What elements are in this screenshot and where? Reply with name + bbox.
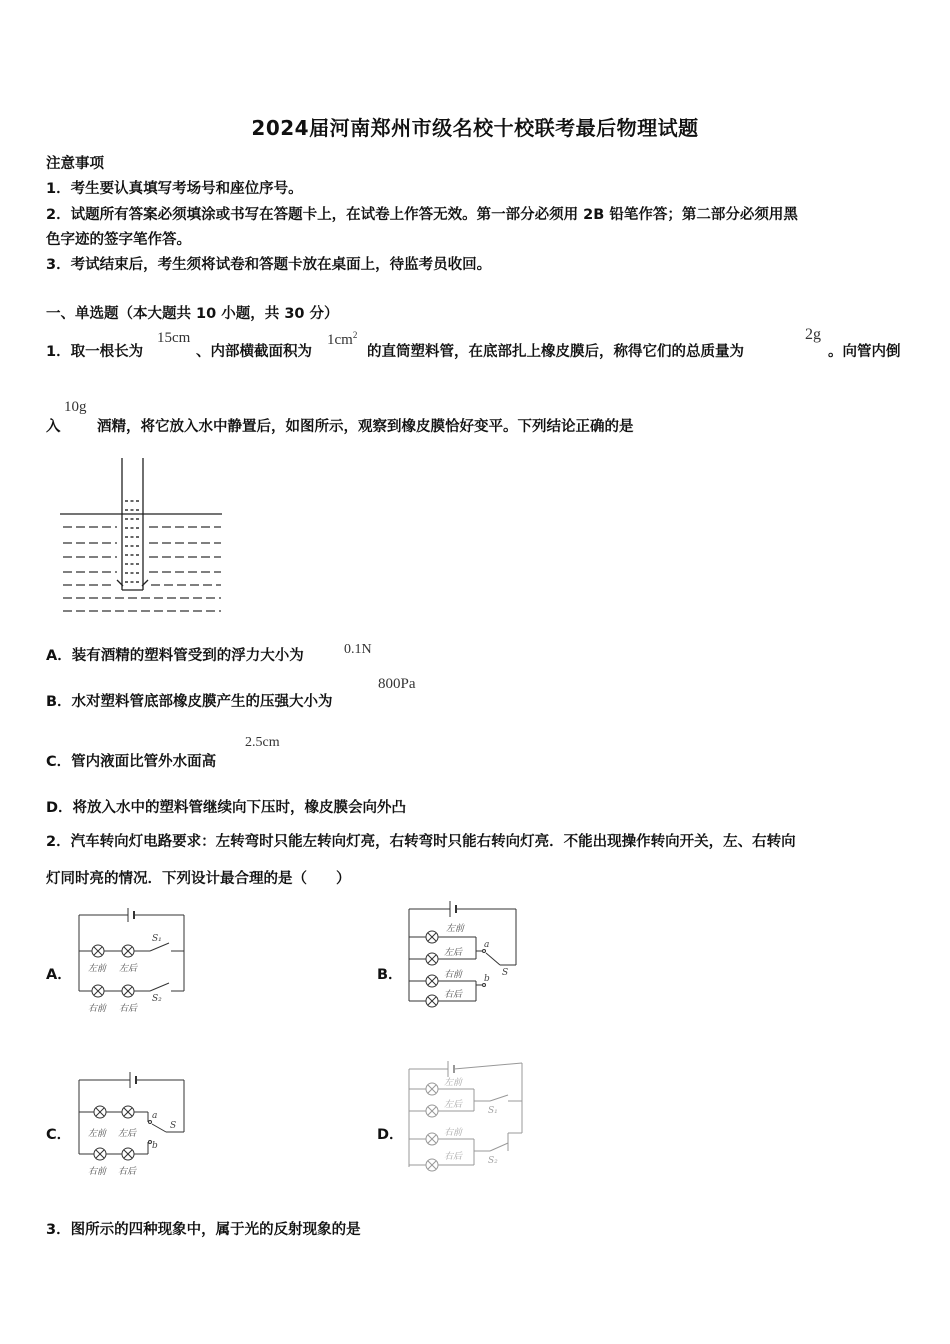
- q1-math-alcohol: 10g: [64, 399, 87, 415]
- circuit-c-label-lr: 左后: [118, 1129, 137, 1139]
- q1-text-5: 入: [46, 419, 61, 435]
- q1-option-c: C．管内液面比管外水面高: [46, 754, 217, 770]
- q1-math-length: 15cm: [157, 330, 191, 346]
- circuit-d-label-lr: 左后: [444, 1100, 463, 1110]
- circuit-b-label-rr: 右后: [444, 990, 463, 1000]
- q2-option-d: D．: [377, 1127, 404, 1143]
- q3-text-1: 3．图所示的四种现象中，属于光的反射现象的是: [46, 1222, 361, 1238]
- circuit-a-label-rr: 右后: [119, 1004, 138, 1014]
- notice-item-3: 3．考试结束后，考生须将试卷和答题卡放在桌面上，待监考员收回。: [46, 257, 492, 273]
- q1-math-area: $1cm^2$: [327, 330, 358, 348]
- q2-option-b: B．: [377, 967, 403, 983]
- circuit-c-label-rf: 右前: [88, 1167, 107, 1177]
- circuit-b-label-lf: 左前: [446, 924, 465, 934]
- q1-tube-figure: [55, 455, 230, 620]
- q1-option-a-value: 0.1N: [344, 642, 372, 657]
- q1-option-b: B．水对塑料管底部橡皮膜产生的压强大小为: [46, 694, 333, 710]
- q2-option-c: C．: [46, 1127, 72, 1143]
- q1-option-c-value: 2.5cm: [245, 735, 280, 750]
- q1-text-4: 。向管内倒: [828, 344, 901, 360]
- circuit-d-label-rf: 右前: [444, 1128, 463, 1138]
- circuit-a-figure: [74, 903, 192, 1019]
- circuit-a-label-s1: S₁: [152, 934, 162, 944]
- circuit-c-figure: [74, 1068, 192, 1180]
- q1-option-b-value: 800Pa: [378, 676, 416, 692]
- circuit-a-label-rf: 右前: [88, 1004, 107, 1014]
- circuit-d-figure: [404, 1055, 528, 1181]
- circuit-d-label-lf: 左前: [444, 1078, 463, 1088]
- q2-option-a: A．: [46, 967, 72, 983]
- notice-heading: 注意事项: [46, 156, 104, 172]
- circuit-b-figure: [404, 897, 522, 1021]
- circuit-c-label-a: a: [152, 1111, 158, 1121]
- circuit-d-label-s2: S₂: [488, 1156, 498, 1166]
- circuit-d-label-s1: S₁: [488, 1106, 498, 1116]
- notice-item-1: 1．考生要认真填写考场号和座位序号。: [46, 181, 303, 197]
- circuit-c-label-s: S: [170, 1121, 177, 1131]
- circuit-a-label-lr: 左后: [119, 964, 138, 974]
- q1-text-3: 的直筒塑料管，在底部扎上橡皮膜后，称得它们的总质量为: [367, 344, 744, 360]
- circuit-c-label-lf: 左前: [88, 1129, 107, 1139]
- circuit-d-label-rr: 右后: [444, 1152, 463, 1162]
- circuit-b-label-b: b: [484, 974, 490, 984]
- q1-option-a: A．装有酒精的塑料管受到的浮力大小为: [46, 648, 304, 664]
- q2-text-2: 灯同时亮的情况．下列设计最合理的是（ ）: [46, 871, 351, 887]
- circuit-b-label-s: S: [502, 968, 509, 978]
- q1-text-2: 、内部横截面积为: [196, 344, 312, 360]
- q2-text-1: 2．汽车转向灯电路要求：左转弯时只能左转向灯亮，右转弯时只能右转向灯亮．不能出现操作转向开关，左、右转向: [46, 834, 796, 850]
- circuit-b-label-a: a: [484, 940, 490, 950]
- circuit-b-label-lr: 左后: [444, 948, 463, 958]
- q1-math-mass: 2g: [805, 326, 821, 343]
- q1-text-1: 1．取一根长为: [46, 344, 144, 360]
- notice-item-2-cont: 色字迹的签字笔作答。: [46, 232, 191, 248]
- section-heading: 一、单选题（本大题共 10 小题，共 30 分）: [46, 306, 339, 322]
- q1-text-6: 酒精，将它放入水中静置后，如图所示，观察到橡皮膜恰好变平。下列结论正确的是: [97, 419, 634, 435]
- circuit-a-label-lf: 左前: [88, 964, 107, 974]
- circuit-c-label-b: b: [152, 1141, 158, 1151]
- page-title: 2024届河南郑州市级名校十校联考最后物理试题: [251, 116, 699, 140]
- circuit-c-label-rr: 右后: [118, 1167, 137, 1177]
- q1-option-d: D．将放入水中的塑料管继续向下压时，橡皮膜会向外凸: [46, 800, 407, 816]
- circuit-b-label-rf: 右前: [444, 970, 463, 980]
- notice-item-2: 2．试题所有答案必须填涂或书写在答题卡上，在试卷上作答无效。第一部分必须用 2B 铅笔作答；第二部分必须用黑: [46, 207, 798, 223]
- circuit-a-label-s2: S₂: [152, 994, 162, 1004]
